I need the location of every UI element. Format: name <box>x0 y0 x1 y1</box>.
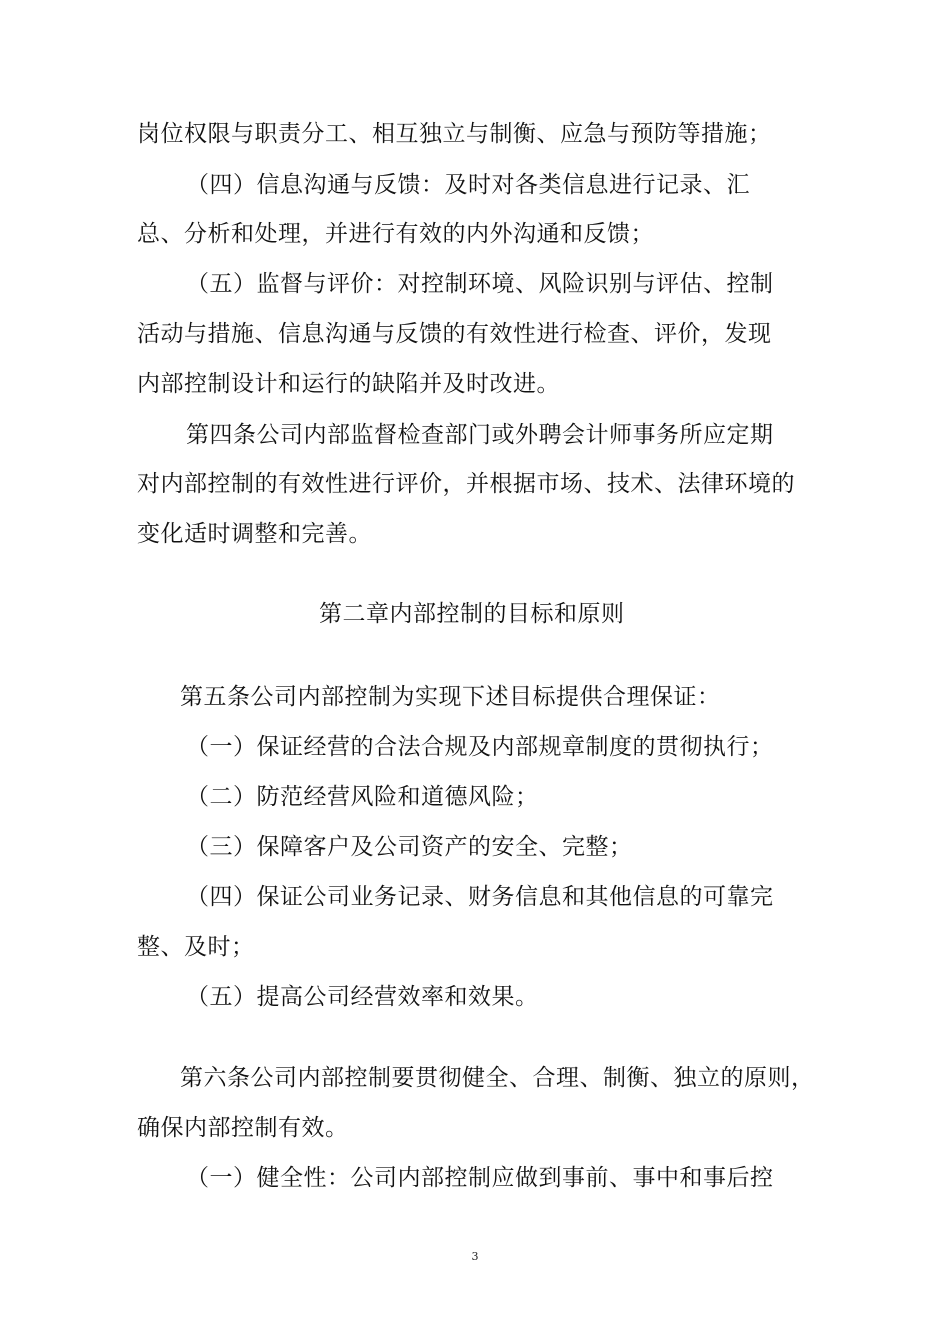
text-line: （一）保证经营的合法合规及内部规章制度的贯彻执行； <box>186 734 774 760</box>
text-line: （四）保证公司业务记录、财务信息和其他信息的可靠完 <box>186 884 774 910</box>
chapter-heading: 第二章内部控制的目标和原则 <box>319 601 625 627</box>
text-line: 确保内部控制有效。 <box>137 1115 349 1141</box>
text-line: （一）健全性：公司内部控制应做到事前、事中和事后控 <box>186 1165 774 1191</box>
text-line: 总、分析和处理，并进行有效的内外沟通和反馈； <box>137 221 654 247</box>
text-line: 内部控制设计和运行的缺陷并及时改进。 <box>137 371 560 397</box>
text-line: 第六条公司内部控制要贯彻健全、合理、制衡、独立的原则， <box>180 1065 815 1091</box>
page-number: 3 <box>471 1250 479 1263</box>
text-line: 对内部控制的有效性进行评价，并根据市场、技术、法律环境的 <box>137 471 795 497</box>
text-line: 变化适时调整和完善。 <box>137 521 372 547</box>
text-line: （五）提高公司经营效率和效果。 <box>186 984 539 1010</box>
text-line: 岗位权限与职责分工、相互独立与制衡、应急与预防等措施； <box>137 121 772 147</box>
text-line: 活动与措施、信息沟通与反馈的有效性进行检查、评价，发现 <box>137 321 772 347</box>
text-line: 第四条公司内部监督检查部门或外聘会计师事务所应定期 <box>186 422 774 448</box>
text-line: （五）监督与评价：对控制环境、风险识别与评估、控制 <box>186 271 774 297</box>
text-line: （二）防范经营风险和道德风险； <box>186 784 539 810</box>
text-line: 第五条公司内部控制为实现下述目标提供合理保证： <box>180 684 721 710</box>
text-line: （三）保障客户及公司资产的安全、完整； <box>186 834 633 860</box>
text-line: （四）信息沟通与反馈：及时对各类信息进行记录、汇 <box>186 172 750 198</box>
text-line: 整、及时； <box>137 934 255 960</box>
